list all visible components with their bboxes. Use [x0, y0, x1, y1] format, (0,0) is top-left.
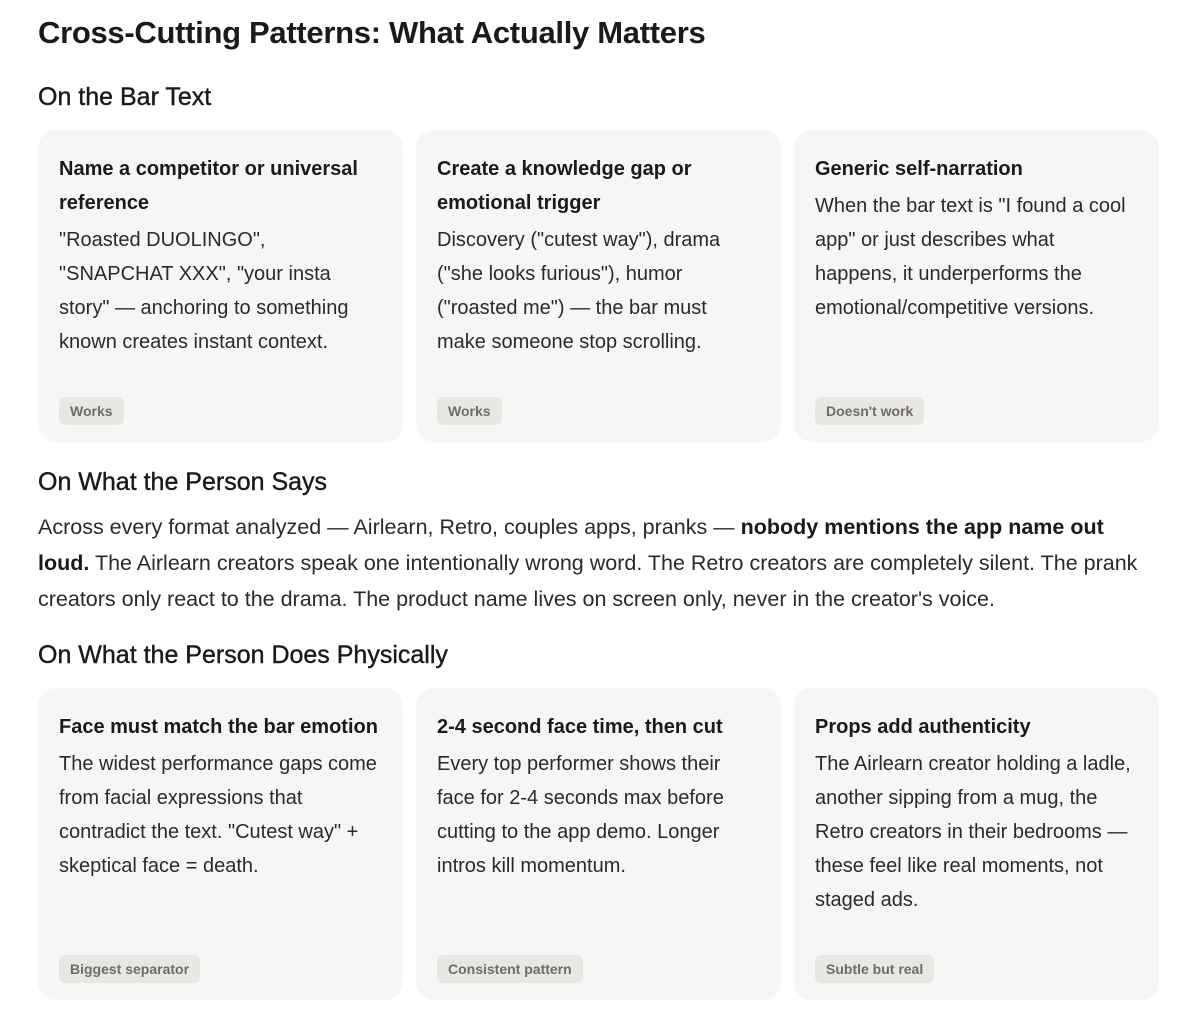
card-generic-self-narration	[794, 130, 1159, 442]
card-title: Face must match the bar emotion	[59, 716, 378, 738]
card-body: Every top performer shows their face for 2-4 seconds max before cutting to the app demo. Longer intros kill momentum.	[437, 753, 724, 877]
section-heading-person-does: On What the Person Does Physically	[38, 641, 448, 669]
card-props	[794, 688, 1159, 1000]
card-title: Props add authenticity	[815, 716, 1031, 738]
bar-text-card-row	[38, 130, 1158, 442]
card-title: 2-4 second face time, then cut	[437, 716, 723, 738]
status-badge: Works	[437, 397, 502, 425]
status-badge: Consistent pattern	[437, 955, 583, 983]
person-says-paragraph	[38, 509, 1148, 617]
card-name-competitor	[38, 130, 403, 442]
card-title: Create a knowledge gap or emotional trigger	[437, 158, 692, 214]
section-heading-person-says: On What the Person Says	[38, 468, 328, 496]
card-title: Generic self-narration	[815, 158, 1023, 180]
paragraph-rest: The Airlearn creators speak one intentionally wrong word. The Retro creators are completely silent. The prank creators only react to the drama. The product name lives on screen only, never in the creator's voice.	[38, 551, 1138, 611]
page-title: Cross-Cutting Patterns: What Actually Matters	[38, 15, 706, 50]
person-does-card-row	[38, 688, 1158, 1000]
status-badge: Biggest separator	[59, 955, 200, 983]
status-badge: Subtle but real	[815, 955, 934, 983]
card-body: When the bar text is "I found a cool app" or just describes what happens, it underperforms the emotional/competitive versions.	[815, 195, 1126, 319]
card-body: Discovery ("cutest way"), drama ("she looks furious"), humor ("roasted me") — the bar must make someone stop scrolling.	[437, 229, 721, 353]
card-face-match	[38, 688, 403, 1000]
status-badge: Doesn't work	[815, 397, 924, 425]
paragraph-intro: Across every format analyzed — Airlearn, Retro, couples apps, pranks —	[38, 515, 741, 539]
status-badge: Works	[59, 397, 124, 425]
card-body: "Roasted DUOLINGO", "SNAPCHAT XXX", "your insta story" — anchoring to something known creates instant context.	[59, 229, 349, 353]
paragraph-emphasis: nobody mentions the app name out loud.	[38, 515, 1104, 575]
section-heading-bar-text: On the Bar Text	[38, 83, 212, 111]
card-face-time	[416, 688, 781, 1000]
card-knowledge-gap	[416, 130, 781, 442]
card-title: Name a competitor or universal reference	[59, 158, 358, 214]
card-body: The widest performance gaps come from facial expressions that contradict the text. "Cutest way" + skeptical face = death.	[59, 753, 377, 877]
card-body: The Airlearn creator holding a ladle, another sipping from a mug, the Retro creators in their bedrooms — these feel like real moments, not staged ads.	[815, 753, 1131, 911]
